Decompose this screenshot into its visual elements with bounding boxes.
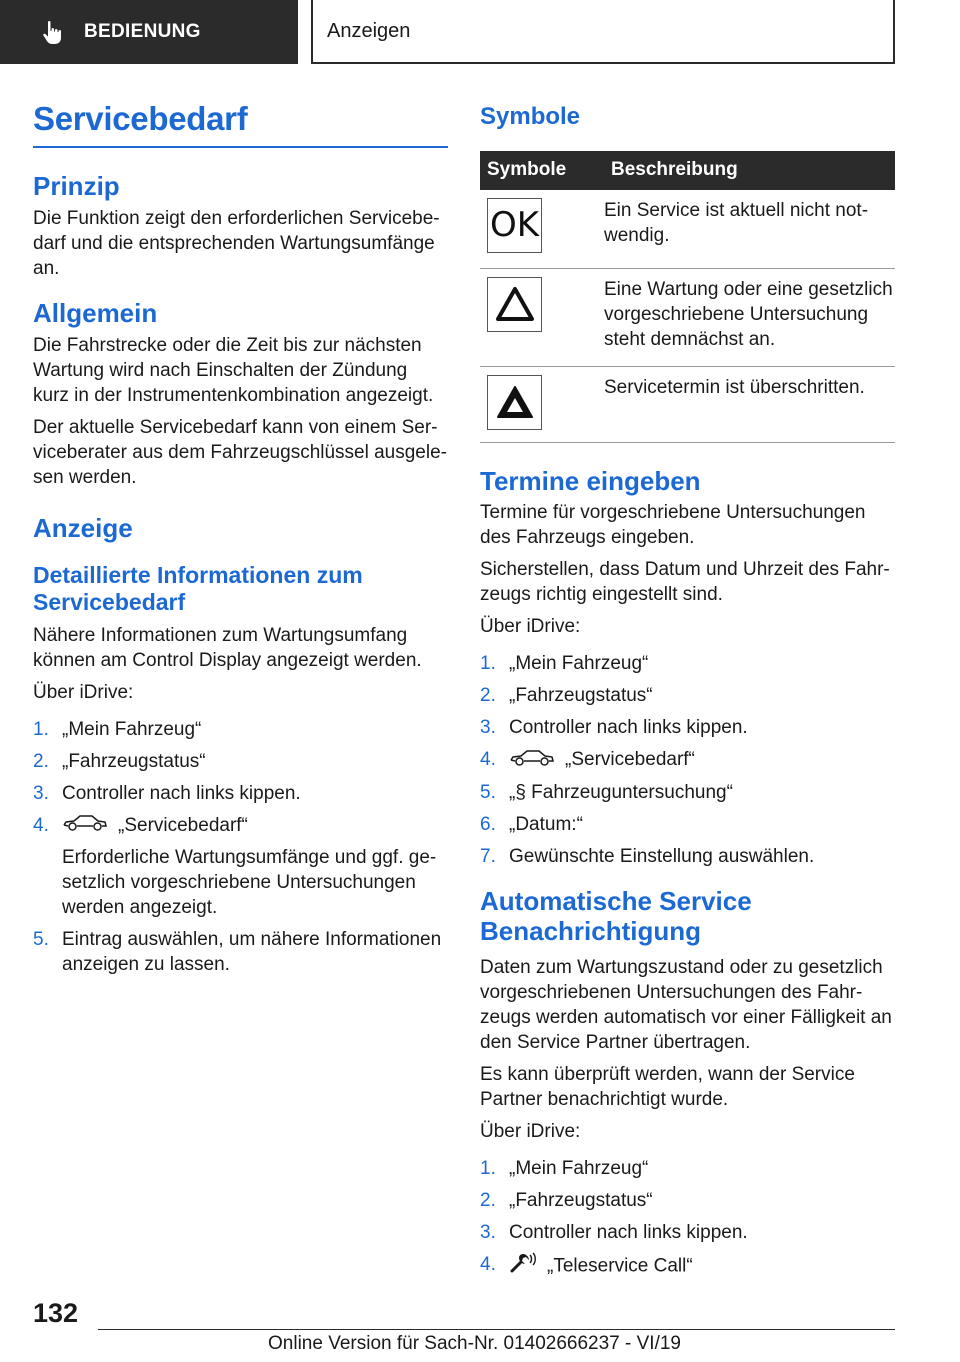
footer-divider <box>98 1329 895 1330</box>
list-item: 3. Controller nach links kippen. <box>33 782 301 804</box>
right-column <box>480 100 895 1288</box>
list-item: 2. „Fahrzeugstatus“ <box>480 1189 653 1211</box>
anzeige-text: Nähere Informationen zum Wartungsumfang können am Control Display angezeigt werden. <box>33 624 422 671</box>
list-item: 7. Gewünschte Einstellung auswählen. <box>480 845 815 867</box>
allgemein-heading: Allgemein <box>33 297 158 328</box>
symbol-table <box>480 151 895 443</box>
hand-pointer-icon <box>40 19 66 45</box>
list-item: 1. „Mein Fahrzeug“ <box>33 718 202 740</box>
teleservice-wrench-icon <box>509 1252 537 1281</box>
section-tab-label: BEDIENUNG <box>84 21 201 42</box>
list-item: 1. „Mein Fahrzeug“ <box>480 1157 649 1179</box>
ok-icon: OK <box>487 198 542 253</box>
chapter-header <box>311 0 895 64</box>
step-note: Erforderliche Wartungsumfänge und ggf. gesetzlich vorgeschriebene Untersuchungen werden angezeigt. <box>62 847 437 919</box>
list-item: 2. „Fahrzeugstatus“ <box>33 750 206 772</box>
auto-heading: Automatische Service Benachrichtigung <box>480 885 752 946</box>
warning-triangle-filled-icon <box>487 375 542 430</box>
table-row: Eine Wartung oder eine gesetzlich vorgeschriebene Untersuchung steht demnächst an. <box>480 268 895 366</box>
termine-text-2: Sicherstellen, dass Datum und Uhrzeit des Fahrzeugs richtig eingestellt sind. <box>480 559 890 606</box>
list-item: 3. Controller nach links kippen. <box>480 717 748 739</box>
allgemein-text-2: Der aktuelle Servicebedarf kann von einem Serviceberater aus dem Fahrzeugschlüssel ausgelesen werden. <box>33 416 447 488</box>
list-item: 2. „Fahrzeugstatus“ <box>480 685 653 707</box>
anzeige-subheading: Detaillierte Informationen zum Servicebedarf <box>33 561 363 616</box>
auto-steps <box>480 1156 895 1281</box>
left-column <box>33 100 448 984</box>
page-title: Servicebedarf <box>33 100 448 148</box>
prinzip-heading: Prinzip <box>33 171 120 201</box>
termine-text-1: Termine für vorgeschriebene Untersuchungen des Fahrzeugs eingeben. <box>480 502 866 549</box>
auto-text-1: Daten zum Wartungszustand oder zu gesetzlich vorgeschriebenen Untersuchungen des Fahrzeugs werden automatisch vor einer Fälligkeit an den Service Partner übertragen. <box>480 956 892 1053</box>
table-row: OK Ein Service ist aktuell nicht notwendig. <box>480 190 895 269</box>
anzeige-heading: Anzeige <box>33 512 133 543</box>
anzeige-steps <box>33 717 448 977</box>
termine-via: Über iDrive: <box>480 616 581 638</box>
anzeige-via: Über iDrive: <box>33 681 134 703</box>
page-number: 132 <box>33 1298 79 1328</box>
section-tab[interactable] <box>0 0 298 64</box>
list-item: 4. „Servicebedarf“ Erforderliche Wartungsumfänge und ggf. gesetzlich vorgeschriebene Untersuchungen werden angezeigt. <box>33 813 448 920</box>
list-item: 6. „Datum:“ <box>480 813 583 835</box>
footer-version: Online Version für Sach-Nr. 01402666237 - VI/19 <box>268 1333 681 1354</box>
warning-triangle-icon <box>487 277 542 332</box>
column-header: Symbole <box>480 151 604 190</box>
auto-text-2: Es kann überprüft werden, wann der Service Partner benachrichtigt wurde. <box>480 1063 855 1110</box>
car-icon <box>509 748 555 773</box>
list-item: 4. „Servicebedarf“ <box>480 747 895 772</box>
list-item: 5. Eintrag auswählen, um nähere Informationen anzeigen zu lassen. <box>33 929 442 976</box>
list-item: 3. Controller nach links kippen. <box>480 1221 748 1243</box>
allgemein-text-1: Die Fahrstrecke oder die Zeit bis zur nächsten Wartung wird nach Einschalten der Zündung kurz in der Instrumentenkombination angezeigt. <box>33 334 434 406</box>
list-item: 5. „§ Fahrzeuguntersuchung“ <box>480 781 733 803</box>
prinzip-text: Die Funktion zeigt den erforderlichen Servicebedarf und die entsprechenden Wartungsumfänge an. <box>33 207 440 279</box>
list-item: 4. „Teleservice Call“ <box>480 1252 895 1281</box>
chapter-title: Anzeigen <box>327 19 411 42</box>
list-item: 1. „Mein Fahrzeug“ <box>480 653 649 675</box>
table-row: Servicetermin ist überschritten. <box>480 366 895 442</box>
termine-heading: Termine eingeben <box>480 465 701 496</box>
auto-via: Über iDrive: <box>480 1120 581 1142</box>
car-icon <box>62 813 108 838</box>
termine-steps <box>480 651 895 868</box>
symbole-heading: Symbole <box>480 103 581 130</box>
column-header: Beschreibung <box>604 151 895 190</box>
